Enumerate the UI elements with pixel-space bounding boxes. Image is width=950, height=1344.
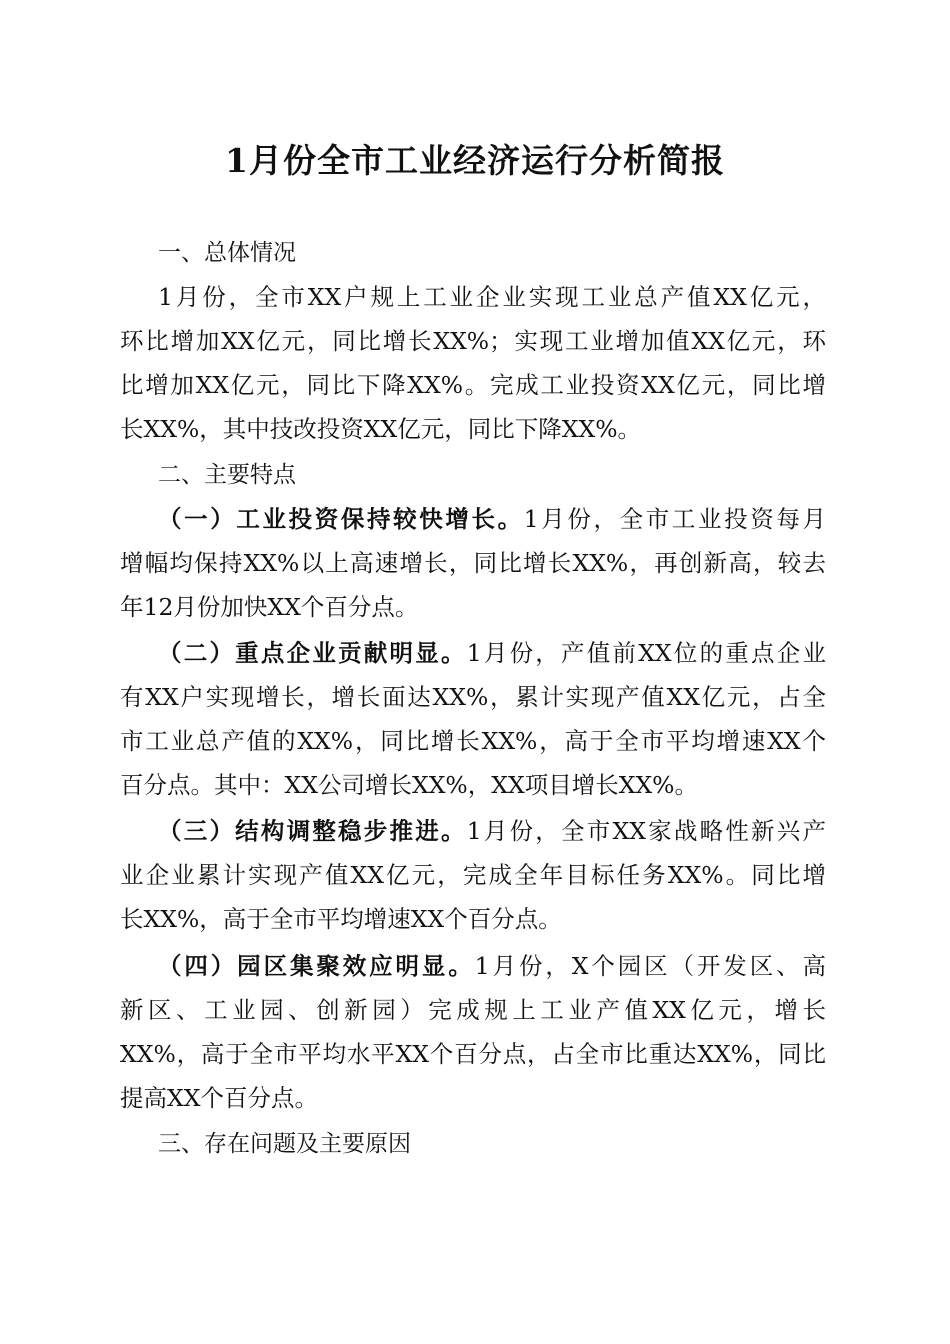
overview-line-2: 环比增加XX亿元，同比增长XX%；实现工业增加值XX亿元，环 — [120, 327, 826, 355]
feature-1-line-2: 增幅均保持XX%以上高速增长，同比增长XX%，再创新高，较去 — [120, 549, 826, 577]
feature-3-lead: （三）结构调整稳步推进。 — [158, 817, 467, 845]
feature-3-line-1 — [158, 809, 826, 853]
feature-2-line-1 — [158, 631, 826, 675]
section-heading-features: 二、主要特点 — [158, 462, 296, 488]
feature-3-line-2: 业企业累计实现产值XX亿元，完成全年目标任务XX%。同比增 — [120, 861, 826, 889]
feature-2-first: 1月份，产值前XX位的重点企业 — [466, 639, 826, 667]
section-heading-problems: 三、存在问题及主要原因 — [158, 1131, 411, 1157]
feature-2-line-3: 市工业总产值的XX%，同比增长XX%，高于全市平均增速XX个 — [120, 727, 826, 755]
overview-line-1: 1月份，全市XX户规上工业企业实现工业总产值XX亿元， — [158, 283, 826, 311]
feature-3-first: 1月份，全市XX家战略性新兴产 — [466, 817, 826, 845]
feature-4-line-2: 新区、工业园、创新园）完成规上工业产值XX亿元，增长 — [120, 996, 826, 1024]
overview-line-4: 长XX%，其中技改投资XX亿元，同比下降XX%。 — [120, 415, 642, 443]
feature-4-lead: （四）园区集聚效应明显。 — [158, 952, 475, 980]
feature-4-first: 1月份，X个园区（开发区、高 — [474, 952, 826, 980]
section-heading-overview: 一、总体情况 — [158, 240, 296, 266]
feature-2-line-4: 百分点。其中：XX公司增长XX%，XX项目增长XX%。 — [120, 771, 698, 799]
feature-4-line-4: 提高XX个百分点。 — [120, 1084, 318, 1112]
feature-4-line-1 — [158, 944, 826, 988]
overview-line-3: 比增加XX亿元，同比下降XX%。完成工业投资XX亿元，同比增 — [120, 371, 826, 399]
feature-1-first: 1月份，全市工业投资每月 — [523, 505, 826, 533]
feature-1-line-1 — [158, 497, 826, 541]
feature-2-lead: （二）重点企业贡献明显。 — [158, 639, 467, 667]
feature-2-line-2: 有XX户实现增长，增长面达XX%，累计实现产值XX亿元，占全 — [120, 683, 826, 711]
feature-4-line-3: XX%，高于全市平均水平XX个百分点，占全市比重达XX%，同比 — [120, 1040, 826, 1068]
feature-1-lead: （一）工业投资保持较快增长。 — [158, 505, 524, 533]
document-title: 1月份全市工业经济运行分析简报 — [225, 141, 725, 180]
feature-3-line-3: 长XX%，高于全市平均增速XX个百分点。 — [120, 905, 562, 933]
feature-1-line-3: 年12月份加快XX个百分点。 — [120, 593, 419, 621]
